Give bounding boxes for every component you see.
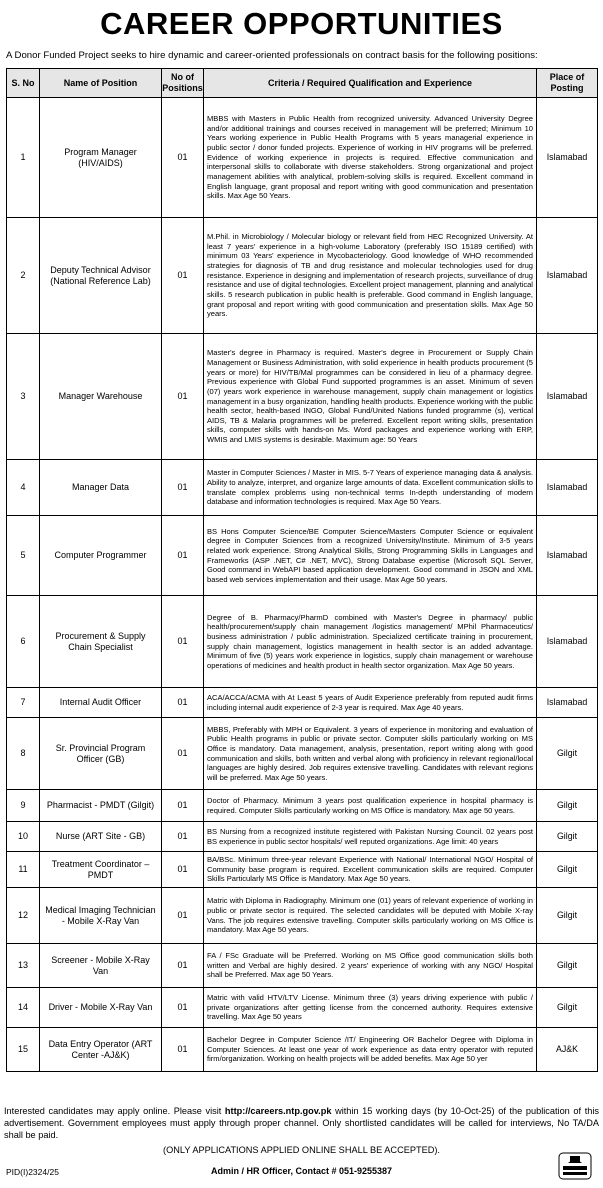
row-position-name: Screener - Mobile X-Ray Van bbox=[40, 944, 162, 988]
instructions-text-pre: Interested candidates may apply online. Please visit bbox=[4, 1106, 225, 1116]
row-position-name: Procurement & Supply Chain Specialist bbox=[40, 596, 162, 688]
row-positions-count: 01 bbox=[162, 790, 204, 822]
row-position-name: Manager Warehouse bbox=[40, 334, 162, 460]
table-row bbox=[7, 852, 598, 888]
row-place-of-posting: Islamabad bbox=[537, 218, 598, 334]
row-sno: 14 bbox=[7, 988, 40, 1028]
row-criteria: Doctor of Pharmacy. Minimum 3 years post qualification experience in hospital pharmacy is required. Computer Skills particularly working on MS Office is mandatory. Max age 50 years. bbox=[204, 790, 537, 822]
row-position-name: Manager Data bbox=[40, 460, 162, 516]
row-positions-count: 01 bbox=[162, 822, 204, 852]
row-place-of-posting: Islamabad bbox=[537, 460, 598, 516]
row-criteria: FA / FSc Graduate will be Preferred. Working on MS Office good communication skills both written and Verbal are highly desired. 2 years' experience of working with any NGO/ Hospital shall be Preferred. Max age 50 Years. bbox=[204, 944, 537, 988]
table-header-row bbox=[7, 69, 598, 98]
instructions-text-post: within 15 working days (by 10-Oct-25) of the publication of this advertisement. Government employees must apply through proper channel. Only shortlisted candidates will be called for interviews, No TA/DA shall be paid. bbox=[4, 1106, 599, 1140]
table-row bbox=[7, 218, 598, 334]
row-sno: 4 bbox=[7, 460, 40, 516]
row-positions-count: 01 bbox=[162, 218, 204, 334]
contact-line: Admin / HR Officer, Contact # 051-9255387 bbox=[210, 1166, 393, 1176]
row-criteria: Matric with valid HTV/LTV License. Minimum three (3) years driving experience with public / private organizations after getting license from the concerned authority. Requires extensive travelling. Max Age 50 years bbox=[204, 988, 537, 1028]
row-positions-count: 01 bbox=[162, 688, 204, 718]
row-sno: 8 bbox=[7, 718, 40, 790]
row-sno: 3 bbox=[7, 334, 40, 460]
row-sno: 12 bbox=[7, 888, 40, 944]
online-only-notice: (ONLY APPLICATIONS APPLIED ONLINE SHALL BE ACCEPTED). bbox=[163, 1145, 440, 1155]
row-positions-count: 01 bbox=[162, 718, 204, 790]
header-name: Name of Position bbox=[40, 69, 162, 98]
row-sno: 5 bbox=[7, 516, 40, 596]
row-place-of-posting: Gilgit bbox=[537, 790, 598, 822]
row-criteria: Master's degree in Pharmacy is required. Master's degree in Procurement or Supply Chain Management or Business Administration, with solid experience in health products procurement (5 years or more) for HIV/TB/Mal programmes can be considered in lieu of a pharmacy degree. Previous experience with Global Fund supported programmes is an asset. Minimum of seven (07) years work experience in warehouse management, supply chain management or logistics management in a busy organization, handling health products. Experience working with the public health sector, health-based INGO, Global Fund/United Nations funded programme (s), vertical AIDS, TB & Malaria programmes will be preferred. Excellent report writing skills, presentation skills, computer skills with hands-on Ms. Word packages and experience working with ERP, WMIS and LMIS systems is desirable. Maximum age: 50 Years bbox=[204, 334, 537, 460]
row-place-of-posting: Gilgit bbox=[537, 852, 598, 888]
organization-logo-icon bbox=[558, 1152, 592, 1180]
row-criteria: M.Phil. in Microbiology / Molecular biology or relevant field from HEC Recognized University. At least 7 years' experience in a high-volume Laboratory (preferably ISO 15189 certified) with minimum 03 Years' experience in Mycobacteriology. Good knowledge of WHO recommended strategies for diagnosis of TB and drug resistance and molecular technologies used for drug resistance. Experience in designing and implementation of research projects, surveillance of drug resistance and use of digital technologies. Excellent project management, planning and analytical skills. 5 research publication in public health is preferable. Good command in English language, grant proposal and report writing with good communication and presentation skills. Max Age 50 years. bbox=[204, 218, 537, 334]
header-place: Place of Posting bbox=[537, 69, 598, 98]
table-row bbox=[7, 1028, 598, 1072]
row-position-name: Deputy Technical Advisor (National Reference Lab) bbox=[40, 218, 162, 334]
row-position-name: Pharmacist - PMDT (Gilgit) bbox=[40, 790, 162, 822]
table-row bbox=[7, 688, 598, 718]
row-place-of-posting: Islamabad bbox=[537, 688, 598, 718]
row-positions-count: 01 bbox=[162, 596, 204, 688]
table-row bbox=[7, 98, 598, 218]
row-sno: 6 bbox=[7, 596, 40, 688]
row-place-of-posting: Islamabad bbox=[537, 516, 598, 596]
row-positions-count: 01 bbox=[162, 516, 204, 596]
page-title: CAREER OPPORTUNITIES bbox=[100, 6, 503, 41]
row-place-of-posting: Islamabad bbox=[537, 596, 598, 688]
row-sno: 11 bbox=[7, 852, 40, 888]
row-place-of-posting: Islamabad bbox=[537, 98, 598, 218]
row-place-of-posting: Islamabad bbox=[537, 334, 598, 460]
row-place-of-posting: Gilgit bbox=[537, 718, 598, 790]
row-position-name: Program Manager (HIV/AIDS) bbox=[40, 98, 162, 218]
application-instructions bbox=[4, 1105, 599, 1141]
row-criteria: BS Hons Computer Science/BE Computer Science/Masters Computer Science or equivalent degree in Computer Sciences from a recognized University/Institute. Minimum of 3-5 years related work experience. Strong Analytical Skills, Strong Programming Skills in Languages and Frameworks (ASP .NET, C# .NET, MVC), Strong Database expertise (Microsoft SQL Server, Good command in WebAPI based application development. Good command in JSON and XML based web services implementation and their usage. Max Age 50 years. bbox=[204, 516, 537, 596]
table-row bbox=[7, 334, 598, 460]
table-row bbox=[7, 596, 598, 688]
table-row bbox=[7, 822, 598, 852]
intro-text: A Donor Funded Project seeks to hire dynamic and career-oriented professionals on contract basis for the following positions: bbox=[6, 50, 538, 61]
row-position-name: Data Entry Operator (ART Center -AJ&K) bbox=[40, 1028, 162, 1072]
header-positions: No of Positions bbox=[162, 69, 204, 98]
table-body bbox=[7, 98, 598, 1072]
table-row bbox=[7, 988, 598, 1028]
row-positions-count: 01 bbox=[162, 334, 204, 460]
row-place-of-posting: Gilgit bbox=[537, 944, 598, 988]
row-positions-count: 01 bbox=[162, 888, 204, 944]
footer-notice bbox=[4, 1105, 599, 1156]
row-position-name: Computer Programmer bbox=[40, 516, 162, 596]
careers-link[interactable]: http://careers.ntp.gov.pk bbox=[224, 1106, 332, 1116]
row-place-of-posting: Gilgit bbox=[537, 988, 598, 1028]
row-position-name: Treatment Coordinator – PMDT bbox=[40, 852, 162, 888]
row-positions-count: 01 bbox=[162, 988, 204, 1028]
table-row bbox=[7, 888, 598, 944]
row-criteria: BS Nursing from a recognized institute registered with Pakistan Nursing Council. 02 years post BS experience in public sector hospitals/ well reputed organizations. Age limit: 40 years bbox=[204, 822, 537, 852]
table-row bbox=[7, 944, 598, 988]
row-sno: 15 bbox=[7, 1028, 40, 1072]
table-row bbox=[7, 460, 598, 516]
row-sno: 9 bbox=[7, 790, 40, 822]
row-positions-count: 01 bbox=[162, 460, 204, 516]
row-criteria: Matric with Diploma in Radiography. Minimum one (01) years of relevant experience of working in public or private sector is required. The selected candidates will be deputed with Mobile X-ray Vans. The job requires extensive travelling. Computer skills particularly working on MS Office is mandatory. Max Age 50 years. bbox=[204, 888, 537, 944]
row-positions-count: 01 bbox=[162, 98, 204, 218]
row-positions-count: 01 bbox=[162, 1028, 204, 1072]
row-criteria: Bachelor Degree in Computer Science /IT/ Engineering OR Bachelor Degree with Diploma in Computer Sciences. At least one year of work experience as data entry operator with reputed firm/organization. Working on health projects will be added benefits. Max Age 50 yer bbox=[204, 1028, 537, 1072]
row-criteria: BA/BSc. Minimum three-year relevant Experience with National/ International NGO/ Hospital of Community base program is required. Excellent communication skills are required. Computer Skills Particularly MS Office is Mandatory. Max Age 50 years. bbox=[204, 852, 537, 888]
positions-table bbox=[6, 68, 598, 1072]
row-sno: 2 bbox=[7, 218, 40, 334]
row-criteria: Degree of B. Pharmacy/PharmD combined with Master's Degree in pharmacy/ public health/procurement/supply chain management /logistics management/ MPhil Pharmaceutics/ business administration / public administration. Specialized certificate training in procurement, supply chain management, logistics management in health sector is an added advantage. Minimum of five (5) years work experience in logistics, supply chain management or warehouse operations of medicines and health product in health sector organization. Max Age 50 years. bbox=[204, 596, 537, 688]
row-position-name: Nurse (ART Site - GB) bbox=[40, 822, 162, 852]
header-sno: S. No bbox=[7, 69, 40, 98]
row-positions-count: 01 bbox=[162, 944, 204, 988]
row-position-name: Internal Audit Officer bbox=[40, 688, 162, 718]
row-criteria: Master in Computer Sciences / Master in MIS. 5-7 Years of experience managing data & analysis. Ability to analyze, interpret, and organize large amounts of data. Excellent communication skills to translate complex problems using non-technical terms In-depth understanding of modern database and information technologies is required. Max Age 50 Years. bbox=[204, 460, 537, 516]
row-position-name: Driver - Mobile X-Ray Van bbox=[40, 988, 162, 1028]
row-criteria: MBBS with Masters in Public Health from recognized university. Advanced University Degree and/or additional trainings and courses received in management will be preferred; Minimum 10 Years working experience in Public Health Programs with 5 years managerial experience in public sector / donor funded projects. Experience of working in HIV programs will be preferred. Evidence of working experience in projects is required. Effective communication and interpersonal skills to collaborate with diverse stakeholders. Strong organizational and project management abilities with analytical, problem-solving skills is required. Excellent command in English language, grant proposal and report writing with good communication and presentation skills. Max Age 50 Years. bbox=[204, 98, 537, 218]
row-sno: 7 bbox=[7, 688, 40, 718]
row-position-name: Medical Imaging Technician - Mobile X-Ray Van bbox=[40, 888, 162, 944]
row-place-of-posting: Gilgit bbox=[537, 822, 598, 852]
row-sno: 13 bbox=[7, 944, 40, 988]
row-place-of-posting: AJ&K bbox=[537, 1028, 598, 1072]
table-row bbox=[7, 718, 598, 790]
row-place-of-posting: Gilgit bbox=[537, 888, 598, 944]
pid-number: PID(I)2324/25 bbox=[6, 1167, 59, 1177]
table-row bbox=[7, 516, 598, 596]
row-criteria: MBBS, Preferably with MPH or Equivalent. 3 years of experience in monitoring and evaluation of Public Health programs in public or private sector. Computer skills particularly working on MS Office is mandatory. Data management, analysis, presentation, report writing along with good communication and skills, both written and verbal along with proficiency in relevant regional/local languages are highly desired. Job requires extensive travelling. Candidates with relevant regions will be preferred. Max Age 50 years. bbox=[204, 718, 537, 790]
row-positions-count: 01 bbox=[162, 852, 204, 888]
row-position-name: Sr. Provincial Program Officer (GB) bbox=[40, 718, 162, 790]
header-criteria: Criteria / Required Qualification and Experience bbox=[204, 69, 537, 98]
row-sno: 10 bbox=[7, 822, 40, 852]
row-criteria: ACA/ACCA/ACMA with At Least 5 years of Audit Experience preferably from reputed audit firms including internal audit experience of 2-3 year is required. Max Age 40 years. bbox=[204, 688, 537, 718]
table-row bbox=[7, 790, 598, 822]
row-sno: 1 bbox=[7, 98, 40, 218]
